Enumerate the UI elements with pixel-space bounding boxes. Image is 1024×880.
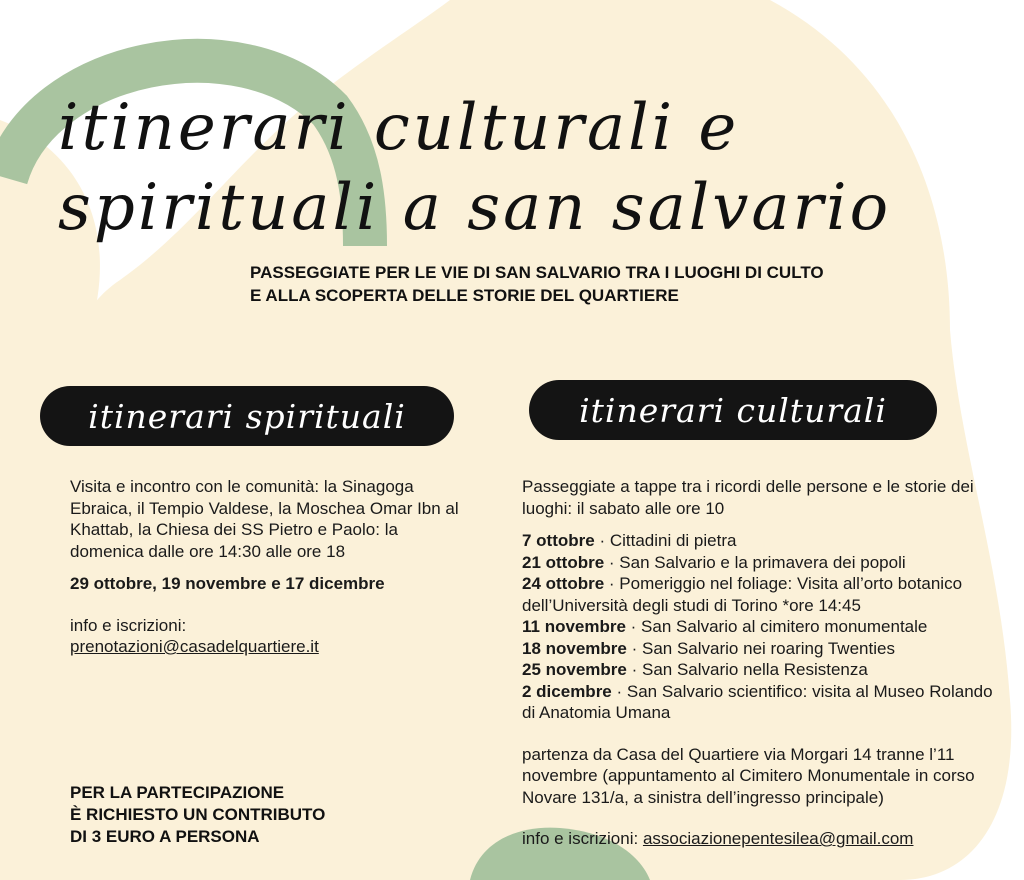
subtitle-line-1: PASSEGGIATE PER LE VIE DI SAN SALVARIO TRA I LUOGHI DI CULTO [250, 263, 824, 282]
contribution-line-2: È RICHIESTO UN CONTRIBUTO [70, 805, 326, 824]
event-description: · San Salvario e la primavera dei popoli [604, 552, 906, 572]
event-item [522, 681, 1002, 724]
event-item [522, 573, 1002, 616]
event-date: 2 dicembre [522, 681, 612, 701]
event-date: 18 novembre [522, 638, 627, 658]
subtitle-line-2: E ALLA SCOPERTA DELLE STORIE DEL QUARTIERE [250, 286, 679, 305]
cultural-heading-pill [529, 380, 937, 440]
cultural-section [522, 476, 1002, 850]
cultural-intro: Passeggiate a tappe tra i ricordi delle persone e le storie dei luoghi: il sabato alle ore 10 [522, 477, 974, 518]
event-date: 21 ottobre [522, 552, 605, 572]
spiritual-dates: 29 ottobre, 19 novembre e 17 dicembre [70, 574, 385, 593]
event-date: 11 novembre [522, 617, 626, 636]
cultural-email-link[interactable]: associazionepentesilea@gmail.com [642, 829, 914, 848]
event-description: · San Salvario nella Resistenza [626, 660, 868, 679]
cultural-departure: partenza da Casa del Quartiere via Morgari 14 tranne l’11 novembre (appuntamento al Cimitero Monumentale in corso Novare 131/a, a sinistra dell’ingresso principale) [522, 744, 975, 807]
event-date: 24 ottobre [522, 574, 605, 593]
spiritual-description: Visita e incontro con le comunità: la Sinagoga Ebraica, il Tempio Valdese, la Moschea Omar Ibn al Khattab, la Chiesa dei SS Pietro e Paolo: la domenica dalle ore 14:30 alle ore 18 [70, 477, 459, 561]
spiritual-heading: itinerari spirituali [88, 396, 406, 436]
event-item [522, 659, 1002, 681]
spiritual-heading-pill [40, 386, 454, 446]
subtitle [250, 261, 824, 307]
spiritual-info-label: info e iscrizioni: [70, 615, 187, 635]
event-date: 25 novembre [522, 660, 627, 679]
event-item [522, 530, 1002, 552]
event-description: · Cittadini di pietra [594, 531, 737, 550]
event-description: · San Salvario nei roaring Twenties [626, 638, 895, 658]
cultural-info [522, 828, 1002, 850]
event-description: · San Salvario al cimitero monumentale [625, 617, 928, 636]
event-description: · San Salvario scientifico: visita al Museo Rolando di Anatomia Umana [522, 681, 993, 722]
event-item [522, 616, 1002, 638]
title-line-1: itinerari culturali e [58, 91, 740, 165]
contribution-notice [70, 782, 325, 848]
event-item [522, 638, 1002, 660]
event-list [522, 530, 1002, 724]
event-date: 7 ottobre [522, 531, 595, 550]
event-item [522, 552, 1002, 574]
event-description: · Pomeriggio nel foliage: Visita all’orto botanico dell’Università degli studi di Torino *ore 14:45 [522, 574, 963, 615]
contribution-line-1: PER LA PARTECIPAZIONE [70, 783, 285, 802]
cultural-info-label: info e iscrizioni: [522, 829, 639, 848]
spiritual-section [70, 476, 470, 658]
cultural-heading: itinerari culturali [579, 390, 887, 430]
spiritual-email-link[interactable]: prenotazioni@casadelquartiere.it [70, 637, 319, 656]
title-line-2: spirituali a san salvario [58, 171, 892, 245]
contribution-line-3: DI 3 EURO A PERSONA [70, 827, 260, 846]
page-title [58, 88, 891, 248]
